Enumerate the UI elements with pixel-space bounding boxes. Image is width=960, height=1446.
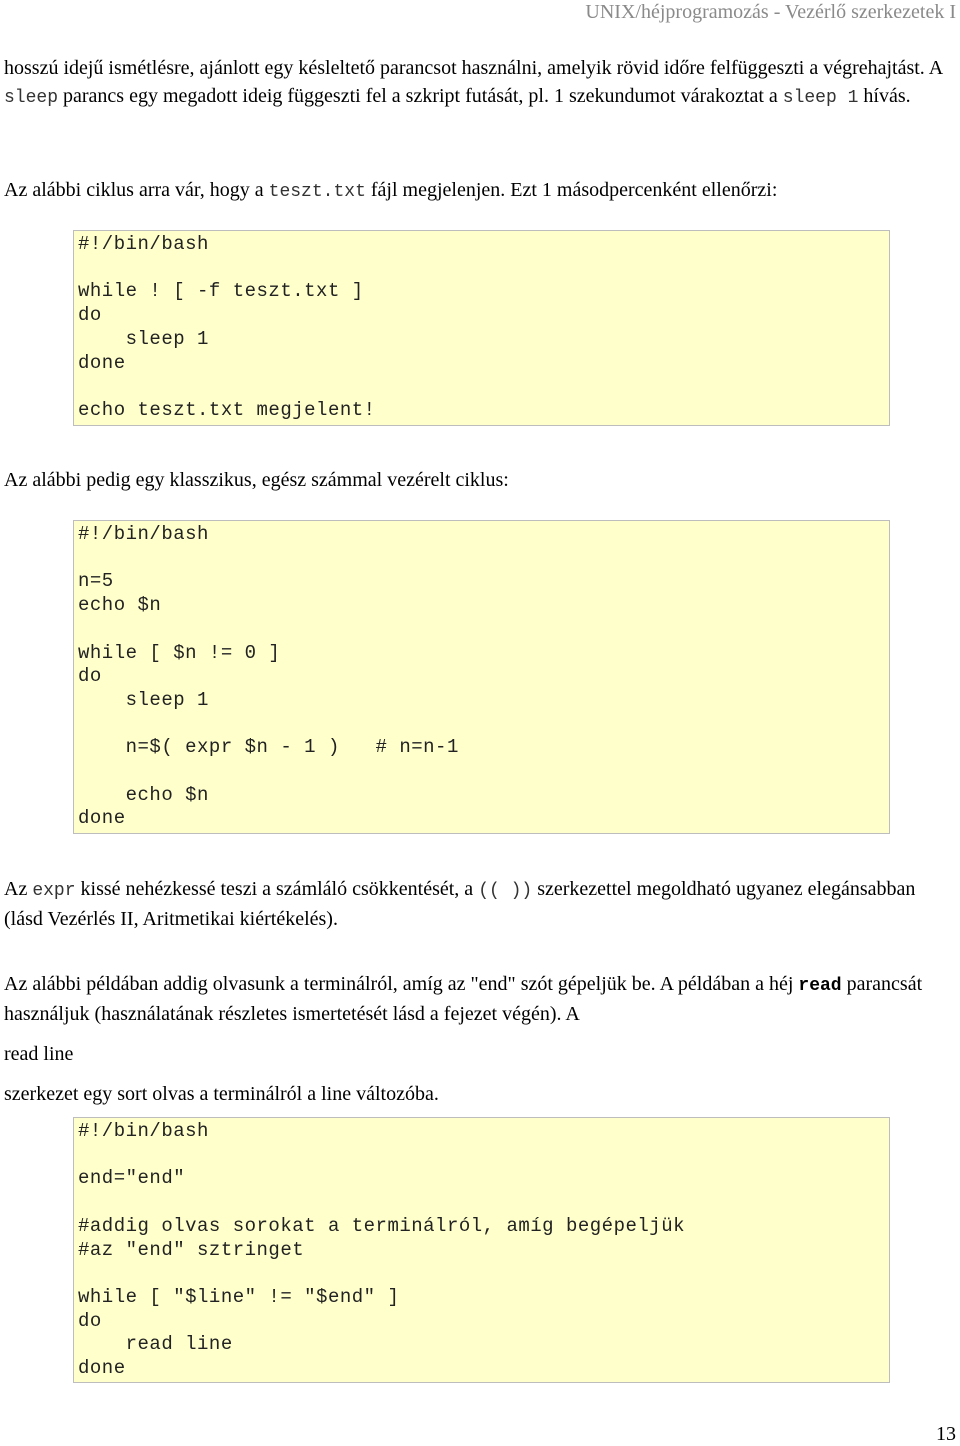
paragraph-sleep-intro: hosszú idejű ismétlésre, ajánlott egy késleltető parancsot használni, amelyik rövid időre felfüggeszti a végrehajtást. A sleep parancs egy megadott ideig függeszti fel a szkript futását, pl. 1 szekundumot várakoztat a sleep 1 hívás.: [4, 57, 943, 108]
paragraph-read-line: read line: [4, 1043, 74, 1065]
code-block-read: [73, 1117, 890, 1383]
code-text: #!/bin/bash while ! [ -f teszt.txt ] do sleep 1 done echo teszt.txt megjelent!: [78, 233, 376, 421]
inline-code-double-parens: (( )): [478, 881, 533, 901]
running-header: UNIX/héjprogramozás - Vezérlő szerkezetek I: [585, 1, 956, 23]
paragraph-wait-loop: Az alábbi ciklus arra vár, hogy a teszt.txt fájl megjelenjen. Ezt 1 másodpercenként ellenőrzi:: [4, 179, 778, 202]
paragraph-expr-note: Az expr kissé nehézkessé teszi a számláló csökkentését, a (( )) szerkezettel megoldható ugyanez elegánsabban (lásd Vezérlés II, Aritmetikai kiértékelés).: [4, 878, 916, 930]
code-text: #!/bin/bash n=5 echo $n while [ $n != 0 ] do sleep 1 n=$( expr $n - 1 ) # n=n-1 echo $n done: [78, 523, 459, 830]
inline-code-sleep-1: sleep 1: [782, 88, 859, 108]
inline-code-teszt-txt: teszt.txt: [268, 182, 366, 202]
page-number: 13: [936, 1423, 956, 1445]
code-block-wait: [73, 230, 890, 426]
inline-code-expr: expr: [32, 881, 76, 901]
paragraph-read-desc: szerkezet egy sort olvas a terminálról a line változóba.: [4, 1083, 439, 1105]
code-block-counter: [73, 520, 890, 834]
code-text: #!/bin/bash end="end" #addig olvas sorokat a terminálról, amíg begépeljük #az "end" sztringet while [ "$line" != "$end" ] do read line done: [78, 1120, 685, 1380]
paragraph-read-intro: Az alábbi példában addig olvasunk a terminálról, amíg az "end" szót gépeljük be. A példában a héj read parancsát használjuk (használatának részletes ismertetését lásd a fejezet végén). A: [4, 973, 923, 1025]
inline-code-sleep: sleep: [4, 88, 59, 108]
inline-code-read: read: [798, 976, 842, 996]
paragraph-counter-loop: Az alábbi pedig egy klasszikus, egész számmal vezérelt ciklus:: [4, 469, 509, 491]
